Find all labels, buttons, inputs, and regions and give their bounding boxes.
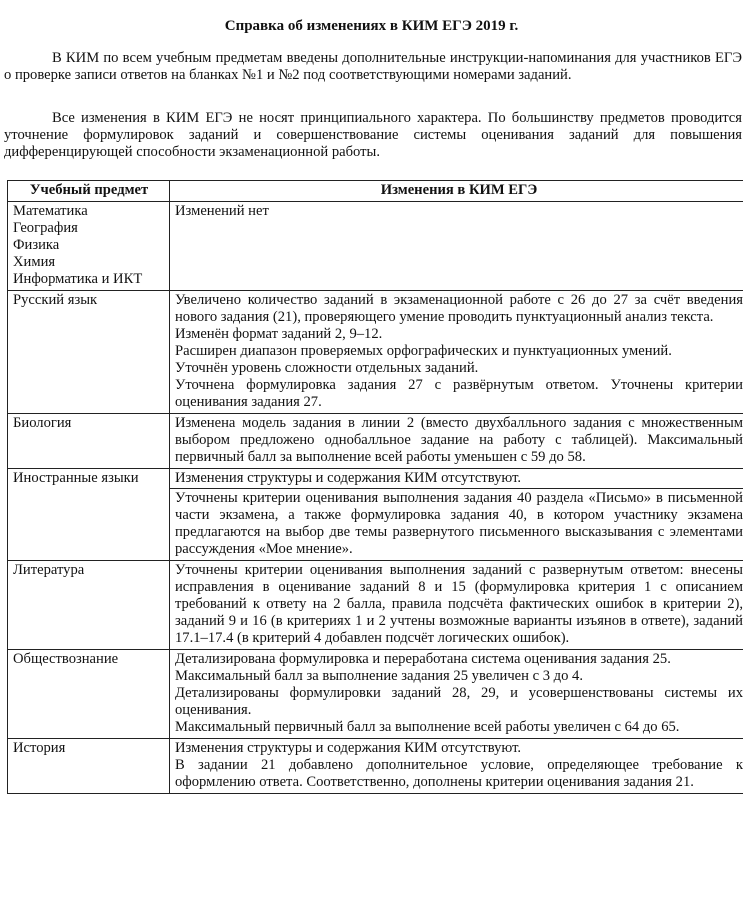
change-item: Уточнены критерии оценивания выполнения заданий с развернутым ответом: внесены исправления в оценивание заданий 8 и 15 (формулировка критерия 1 с описанием требований к ответу на 2 балла, правила подсчёта фактических ошибок в критерии 2), заданий 9 и 16 (в критериях 1 и 2 учтены возможные варианты изъянов в ответе), заданий 17.1–17.4 (в критерий 4 добавлен подсчёт логических ошибок).: [175, 562, 743, 646]
changes-cell: [170, 650, 743, 739]
changes-cell: [170, 561, 743, 650]
change-item: Уточнена формулировка задания 27 с развёрнутым ответом. Уточнены критерии оценивания задания 27.: [175, 377, 743, 410]
table-row: [8, 739, 743, 794]
header-changes: Изменения в КИМ ЕГЭ: [170, 181, 743, 202]
subject-name: Обществознание: [13, 651, 119, 667]
subject-name: Химия: [13, 254, 56, 270]
change-item: В задании 21 добавлено дополнительное условие, определяющее требование к оформлению ответа. Соответственно, дополнены критерии оценивания задания 21.: [175, 757, 743, 790]
change-item: Детализирована формулировка и переработана система оценивания задания 25.: [175, 651, 671, 667]
subject-name: Иностранные языки: [13, 470, 139, 486]
subject-cell: [8, 469, 170, 561]
change-item: Изменена модель задания в линии 2 (вместо двухбалльного задания с множественным выбором предложено однобалльное задание на работу с таблицей). Максимальный первичный балл за выполнение всей работы уменьшен с 59 до 58.: [175, 415, 743, 465]
change-item: Изменения структуры и содержания КИМ отсутствуют.: [175, 470, 522, 486]
table-row: [8, 650, 743, 739]
subject-name: Физика: [13, 237, 60, 253]
changes-cell: [170, 202, 743, 291]
subject-cell: [8, 291, 170, 414]
subject-name: История: [13, 740, 66, 756]
subject-cell: [8, 739, 170, 794]
change-item: Уточнены критерии оценивания выполнения задания 40 раздела «Письмо» в письменной части экзамена, а также формулировка задания 40, в котором участнику экзамена предлагаются на выбор две темы развернутого письменного высказывания с элементами рассуждения «Мое мнение».: [170, 488, 743, 558]
subject-cell: [8, 414, 170, 469]
table-row: [8, 291, 743, 414]
changes-cell: [170, 414, 743, 469]
change-item: Расширен диапазон проверяемых орфографических и пунктуационных умений.: [175, 343, 672, 359]
intro-paragraph-1: В КИМ по всем учебным предметам введены дополнительные инструкции-напоминания для участников ЕГЭ о проверке записи ответов на бланках №1 и №2 под соответствующими номерами заданий.: [4, 50, 742, 83]
intro-paragraph-2: Все изменения в КИМ ЕГЭ не носят принципиального характера. По большинству предметов проводится уточнение формулировок заданий и совершенствование системы оценивания заданий для повышения дифференцирующей способности экзаменационной работы.: [4, 110, 742, 160]
subject-name: Литература: [13, 562, 85, 578]
subject-cell: [8, 202, 170, 291]
change-item: Максимальный балл за выполнение задания 25 увеличен с 3 до 4.: [175, 668, 583, 684]
changes-cell: [170, 291, 743, 414]
change-item: Максимальный первичный балл за выполнение всей работы увеличен с 64 до 65.: [175, 719, 680, 735]
changes-cell: [170, 739, 743, 794]
change-item: Уточнён уровень сложности отдельных заданий.: [175, 360, 479, 376]
subject-cell: [8, 561, 170, 650]
change-item: Увеличено количество заданий в экзаменационной работе с 26 до 27 за счёт введения нового задания (21), проверяющего умение проводить пунктуационный анализ текста.: [175, 292, 743, 325]
table-row: [8, 561, 743, 650]
subject-name: Русский язык: [13, 292, 98, 308]
change-item: Изменений нет: [175, 203, 269, 219]
table-row: [8, 469, 743, 561]
change-item: Детализированы формулировки заданий 28, 29, и усовершенствованы системы их оценивания.: [175, 685, 743, 718]
change-item: Изменения структуры и содержания КИМ отсутствуют.: [175, 740, 522, 756]
subject-name: География: [13, 220, 78, 236]
table-row: [8, 414, 743, 469]
subject-name: Биология: [13, 415, 72, 431]
subject-cell: [8, 650, 170, 739]
table-row: [8, 202, 743, 291]
header-subject: Учебный предмет: [8, 181, 170, 202]
changes-cell: [170, 469, 743, 561]
changes-table: [7, 180, 743, 794]
table-header-row: [8, 181, 743, 202]
document-title: Справка об изменениях в КИМ ЕГЭ 2019 г.: [224, 18, 519, 34]
change-item: Изменён формат заданий 2, 9–12.: [175, 326, 383, 342]
subject-name: Информатика и ИКТ: [13, 271, 143, 287]
subject-name: Математика: [13, 203, 88, 219]
